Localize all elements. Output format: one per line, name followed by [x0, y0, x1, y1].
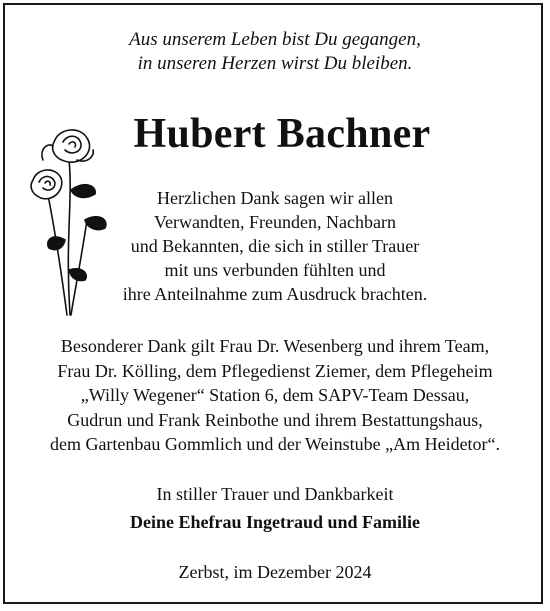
thanks-line: mit uns verbunden fühlten und: [164, 260, 386, 280]
signature: Deine Ehefrau Ingetraud und Familie: [129, 512, 420, 532]
special-thanks-text: [0, 334, 550, 457]
closing-line: In stiller Trauer und Dankbarkeit: [156, 484, 394, 504]
thanks-line: Verwandten, Freunden, Nachbarn: [154, 212, 396, 232]
place-date: Zerbst, im Dezember 2024: [178, 562, 372, 582]
motto-line: in unseren Herzen wirst Du bleiben.: [137, 53, 413, 74]
motto-line: Aus unserem Leben bist Du gegangen,: [129, 29, 421, 50]
thanks-text: [95, 186, 455, 306]
special-thanks-line: dem Gartenbau Gommlich und der Weinstube „Am Heidetor“.: [49, 434, 501, 454]
thanks-line: und Bekannten, die sich in stiller Trauer: [130, 236, 420, 256]
special-thanks-line: „Willy Wegener“ Station 6, dem SAPV-Team Dessau,: [80, 385, 470, 405]
special-thanks-line: Besonderer Dank gilt Frau Dr. Wesenberg und ihrem Team,: [60, 336, 490, 356]
special-thanks-line: Frau Dr. Kölling, dem Pflegedienst Ziemer, dem Pflegeheim: [57, 360, 493, 381]
deceased-name: Hubert Bachner: [133, 111, 431, 157]
thanks-line: ihre Anteilnahme zum Ausdruck brachten.: [122, 284, 428, 304]
thanks-line: Herzlichen Dank sagen wir allen: [157, 188, 393, 208]
motto: [0, 28, 550, 76]
special-thanks-line: Gudrun und Frank Reinbothe und ihrem Bestattungshaus,: [67, 409, 483, 430]
